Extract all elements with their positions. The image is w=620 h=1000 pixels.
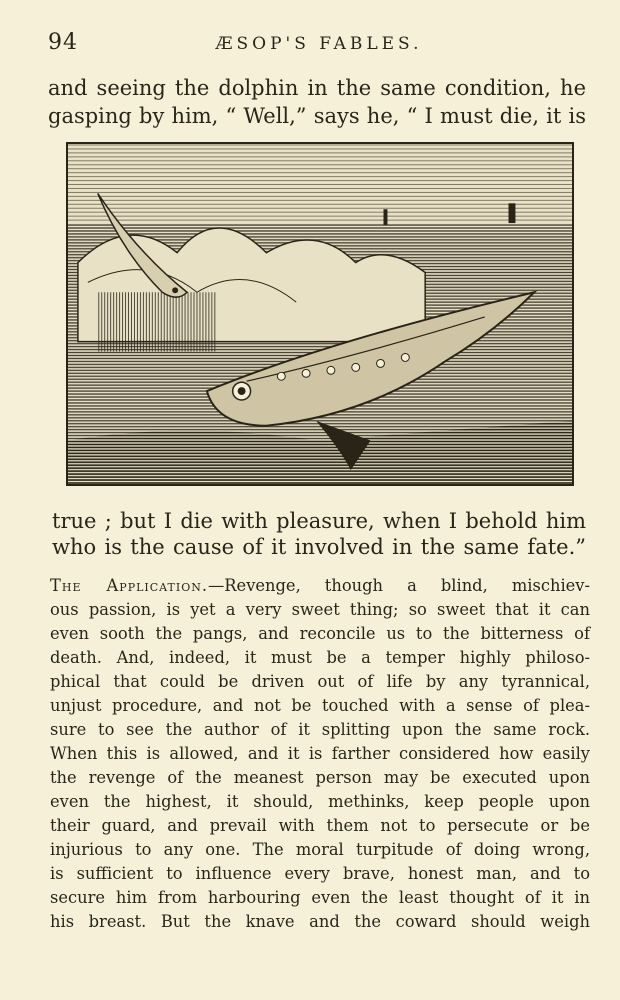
engraving-image [68, 144, 572, 484]
page-header [48, 30, 590, 60]
text-line: ous passion, is yet a very sweet thing; so sweet that it can [50, 600, 590, 619]
text-line: injurious to any one. The moral turpitude of doing wrong, [50, 840, 590, 859]
text-line: gasping by him, “ Well,” says he, “ I must die, it is [48, 104, 586, 128]
text-line: sure to see the author of it splitting upon the same rock. [50, 720, 590, 739]
text-line: even the highest, it should, methinks, keep people upon [50, 792, 590, 811]
text-line: true ; but I die with pleasure, when I behold him [52, 509, 586, 533]
text-line: and seeing the dolphin in the same condition, he [48, 76, 586, 100]
top-text [48, 74, 586, 130]
application-heading: The Application. [50, 576, 209, 595]
text-line: who is the cause of it involved in the same fate.” [52, 535, 586, 559]
woodcut-illustration [66, 142, 574, 486]
text-line: death. And, indeed, it must be a temper highly philoso- [50, 648, 590, 667]
text-line: phical that could be driven out of life by any tyrannical, [50, 672, 590, 691]
text-line: unjust procedure, and not be touched with a sense of plea- [50, 696, 590, 715]
text-line: secure him from harbouring even the least thought of it in [50, 888, 590, 907]
application-first-line [50, 574, 590, 598]
text-line: When this is allowed, and it is farther considered how easily [50, 744, 590, 763]
text-line: the revenge of the meanest person may be executed upon [50, 768, 590, 787]
page-number: 94 [48, 30, 78, 55]
text-line: his breast. But the knave and the coward should weigh [50, 912, 590, 931]
application-first-line-text: —Revenge, though a blind, mischiev- [208, 576, 590, 595]
text-line: even sooth the pangs, and reconcile us to the bitterness of [50, 624, 590, 643]
text-line: their guard, and prevail with them not to persecute or be [50, 816, 590, 835]
text-line: is sufficient to influence every brave, honest man, and to [50, 864, 590, 883]
application-paragraph [50, 574, 590, 934]
running-head: ÆSOP'S FABLES. [215, 34, 423, 54]
story-end [52, 508, 586, 560]
